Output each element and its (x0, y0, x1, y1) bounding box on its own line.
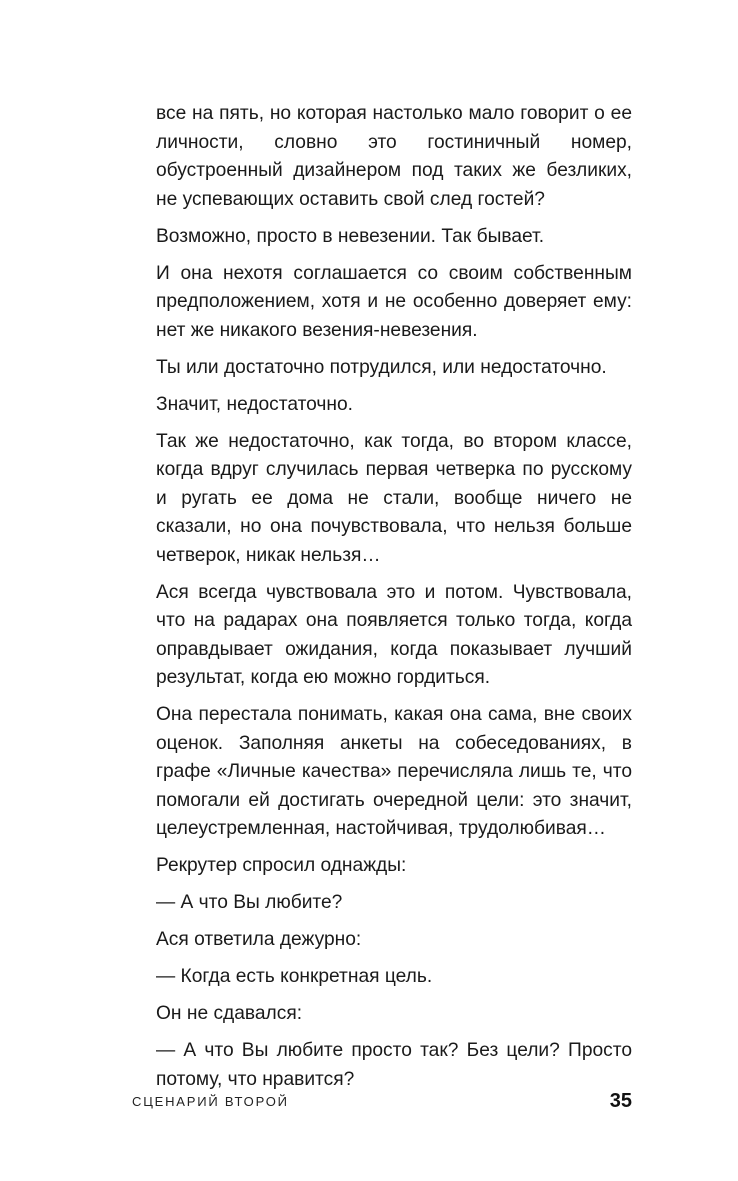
page-body (156, 100, 632, 1103)
paragraph: Ася всегда чувствовала это и потом. Чувствовала, что на радарах она появляется только тогда, когда оправдывает ожидания, когда показывает лучший результат, когда ею можно гордиться. (156, 581, 632, 688)
paragraph: Ты или достаточно потрудился, или недостаточно. (156, 356, 607, 378)
paragraph: Так же недостаточно, как тогда, во втором классе, когда вдруг случилась первая четверка по русскому и ругать ее дома не стали, вообще ничего не сказали, но она почувствовала, что нельзя больше четверок, никак нельзя… (156, 430, 632, 566)
page-number: 35 (609, 1090, 632, 1112)
paragraph: Ася ответила дежурно: (156, 929, 362, 950)
paragraph: Рекрутер спросил однажды: (156, 855, 407, 876)
dialogue-line: — Когда есть конкретная цель. (156, 966, 433, 987)
running-footer-title: СЦЕНАРИЙ ВТОРОЙ (132, 1094, 289, 1109)
dialogue-line: — А что Вы любите просто так? Без цели? Просто потому, что нравится? (156, 1040, 632, 1090)
paragraph: все на пять, но которая настолько мало говорит о ее личности, словно это гостиничный номер, обустроенный дизайнером под таких же безликих, не успевающих оставить свой след гостей? (156, 103, 632, 210)
paragraph: Он не сдавался: (156, 1003, 303, 1024)
paragraph: Она перестала понимать, какая она сама, вне своих оценок. Заполняя анкеты на собеседованиях, в графе «Личные качества» перечисляла лишь те, что помогали ей достигать очередной цели: это значит, целеустремленная, настойчивая, трудолюбивая… (156, 704, 632, 839)
paragraph: Значит, недостаточно. (156, 393, 354, 415)
paragraph: Возможно, просто в невезении. Так бывает. (156, 225, 545, 247)
dialogue-line: — А что Вы любите? (156, 892, 343, 913)
paragraph: И она нехотя соглашается со своим собственным предположением, хотя и не особенно доверяет ему: нет же никакого везения-невезения. (156, 262, 632, 341)
